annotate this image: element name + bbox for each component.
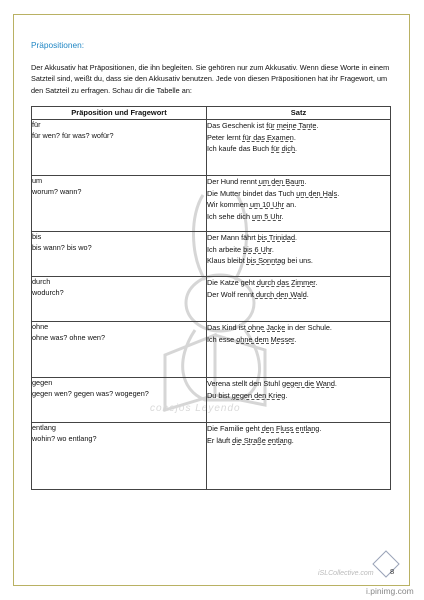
prepositional-phrase: um 5 Uhr: [252, 211, 282, 221]
table-row: [32, 277, 391, 322]
sentence-text: Die Mutter bindet das Tuch: [207, 188, 297, 198]
sentence-cell: [207, 378, 391, 423]
preposition: für: [32, 120, 41, 129]
sentence-text: .: [337, 188, 340, 198]
sentence-text: .: [294, 334, 297, 344]
example-sentence: [207, 143, 390, 155]
prepositional-phrase: durch das Zimmer: [256, 278, 316, 287]
sentence-text: .: [281, 211, 284, 221]
sentence-text: Klaus bleibt: [207, 256, 247, 266]
page-number: 8: [390, 567, 395, 576]
example-sentence: [207, 176, 390, 188]
sentence-cell: [207, 176, 391, 232]
page-corner-diamond-icon: [372, 550, 400, 578]
example-sentence: [207, 120, 390, 132]
sentence-text: .: [291, 435, 294, 445]
preposition-table: [31, 106, 391, 490]
prepositional-phrase: gegen die Wand: [282, 379, 335, 388]
prepositional-phrase: bis Trinidad: [257, 233, 296, 242]
sentence-text: Wir kommen: [207, 200, 250, 210]
preposition-cell: [32, 120, 207, 176]
prepositional-phrase: den Fluss entlang: [261, 424, 320, 433]
column-header-sentence: Satz: [207, 107, 391, 120]
sentence-text: Das Kind ist: [207, 323, 248, 332]
prepositional-phrase: bis 6 Uhr: [243, 244, 272, 254]
example-sentence: [207, 423, 390, 435]
islcollective-logo: iSLCollective.com: [318, 570, 374, 577]
sentence-text: .: [293, 132, 296, 142]
table-row: [32, 120, 391, 176]
question-words: wodurch?: [32, 287, 64, 297]
sentence-text: Er läuft: [207, 435, 233, 445]
question-words: ohne was? ohne wen?: [32, 332, 106, 342]
sentence-cell: [207, 277, 391, 322]
table-row: [32, 232, 391, 277]
preposition: entlang: [32, 423, 56, 432]
example-sentence: [207, 244, 390, 256]
sentence-text: Ich arbeite: [207, 244, 244, 254]
sentence-text: Ich sehe dich: [207, 211, 253, 221]
column-header-preposition: Präposition und Fragewort: [32, 107, 207, 120]
preposition: gegen: [32, 378, 53, 387]
question-words: worum? wann?: [32, 186, 82, 196]
sentence-text: .: [334, 379, 337, 388]
question-words: wohin? wo entlang?: [32, 433, 97, 443]
sentence-text: Verena stellt den Stuhl: [207, 379, 283, 388]
question-words: bis wann? bis wo?: [32, 242, 92, 252]
sentence-text: .: [271, 244, 274, 254]
sentence-text: .: [295, 233, 298, 242]
sentence-cell: [207, 322, 391, 378]
prepositional-phrase: für meine Tante: [266, 121, 317, 130]
prepositional-phrase: um 10 Uhr: [249, 200, 285, 210]
preposition-cell: [32, 378, 207, 423]
sentence-text: Das Geschenk ist: [207, 121, 267, 130]
sentence-text: Die Katze geht: [207, 278, 257, 287]
example-sentence: [207, 199, 390, 211]
preposition-cell: [32, 322, 207, 378]
prepositional-phrase: gegen den Krieg: [231, 390, 286, 400]
sentence-text: .: [306, 289, 309, 299]
preposition-cell: [32, 176, 207, 232]
prepositional-phrase: die Straße entlang: [232, 435, 292, 445]
prepositional-phrase: bis Sonntag: [246, 256, 286, 266]
preposition: bis: [32, 232, 42, 241]
sentence-text: .: [315, 278, 318, 287]
prepositional-phrase: um den Baum: [258, 177, 305, 186]
sentence-text: an.: [284, 200, 297, 210]
section-heading: Präpositionen:: [31, 40, 85, 50]
sentence-cell: [207, 120, 391, 176]
preposition-cell: [32, 277, 207, 322]
sentence-text: Der Hund rennt: [207, 177, 259, 186]
sentence-text: in der Schule.: [285, 323, 332, 332]
example-sentence: [207, 255, 390, 267]
example-sentence: [207, 211, 390, 223]
question-words: gegen wen? gegen was? wogegen?: [32, 388, 149, 398]
sentence-text: .: [319, 424, 322, 433]
example-sentence: [207, 289, 390, 301]
preposition-cell: [32, 423, 207, 490]
prepositional-phrase: ohne dem Messer: [236, 334, 295, 344]
source-watermark: i.pinimg.com: [366, 586, 414, 596]
prepositional-phrase: ohne Jacke: [247, 323, 286, 332]
sentence-text: Ich esse: [207, 334, 237, 344]
prepositional-phrase: durch den Wald: [255, 289, 307, 299]
sentence-text: Der Wolf rennt: [207, 289, 256, 299]
watermark-text: conejos Leyendo: [150, 403, 241, 414]
sentence-text: Der Mann fährt: [207, 233, 258, 242]
example-sentence: [207, 188, 390, 200]
prepositional-phrase: für dich: [271, 144, 296, 154]
sentence-text: .: [285, 390, 288, 400]
question-words: für wen? für was? wofür?: [32, 130, 114, 140]
sentence-cell: [207, 423, 391, 490]
preposition: um: [32, 176, 43, 185]
example-sentence: [207, 390, 390, 402]
preposition: durch: [32, 277, 51, 286]
example-sentence: [207, 334, 390, 346]
preposition: ohne: [32, 322, 49, 331]
table-row: [32, 176, 391, 232]
example-sentence: [207, 378, 390, 390]
table-row: [32, 322, 391, 378]
table-row: [32, 423, 391, 490]
preposition-cell: [32, 232, 207, 277]
example-sentence: [207, 277, 390, 289]
example-sentence: [207, 132, 390, 144]
sentence-text: Ich kaufe das Buch: [207, 144, 272, 154]
sentence-text: .: [295, 144, 298, 154]
sentence-cell: [207, 232, 391, 277]
sentence-text: Die Familie geht: [207, 424, 262, 433]
prepositional-phrase: um den Hals: [296, 188, 338, 198]
table-row: [32, 378, 391, 423]
example-sentence: [207, 435, 390, 447]
sentence-text: .: [316, 121, 319, 130]
sentence-text: .: [304, 177, 307, 186]
example-sentence: [207, 232, 390, 244]
example-sentence: [207, 322, 390, 334]
intro-paragraph: Der Akkusativ hat Präpositionen, die ihn begleiten. Sie gehören nur zum Akkusativ. Wenn diese Worte in einem Satzteil sind, weißt du, dass sie den Akkusativ benutzen. Jede von diesen Präpositionen hat ihr Fragewort, um den Satzteil zu erfragen. Schau dir die Tabelle an:: [31, 63, 390, 95]
prepositional-phrase: für das Examen: [242, 132, 294, 142]
sentence-text: Du bist: [207, 390, 232, 400]
table-header-row: [32, 107, 391, 120]
sentence-text: bei uns.: [285, 256, 313, 266]
sentence-text: Peter lernt: [207, 132, 243, 142]
